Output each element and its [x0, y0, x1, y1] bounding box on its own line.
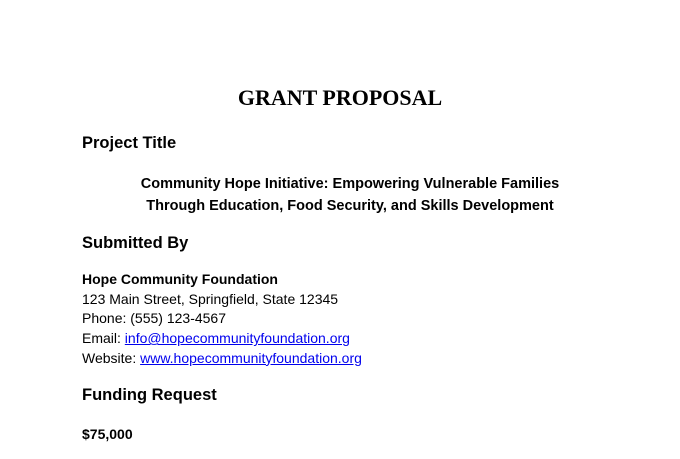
website-link[interactable]: www.hopecommunityfoundation.org [140, 349, 362, 366]
project-title-text [60, 173, 640, 217]
document-title: GRANT PROPOSAL [237, 85, 443, 110]
website-line [82, 349, 362, 369]
organization-address: 123 Main Street, Springfield, State 12345 [82, 290, 339, 307]
project-title-line-1: Community Hope Initiative: Empowering Vulnerable Families [140, 176, 560, 192]
submitted-by-heading: Submitted By [82, 234, 189, 252]
project-title-heading: Project Title [82, 134, 177, 152]
organization-phone: Phone: (555) 123-4567 [82, 310, 226, 327]
project-title-line-2: Through Education, Food Security, and Skills Development [146, 198, 554, 214]
website-label: Website: [82, 349, 141, 366]
organization-name: Hope Community Foundation [82, 271, 278, 287]
funding-amount: $75,000 [82, 426, 133, 442]
email-label: Email: [82, 330, 125, 347]
email-link[interactable]: info@hopecommunityfoundation.org [124, 330, 350, 347]
funding-request-heading: Funding Request [82, 386, 217, 404]
email-line [82, 329, 362, 349]
organization-contact-block [82, 270, 362, 369]
